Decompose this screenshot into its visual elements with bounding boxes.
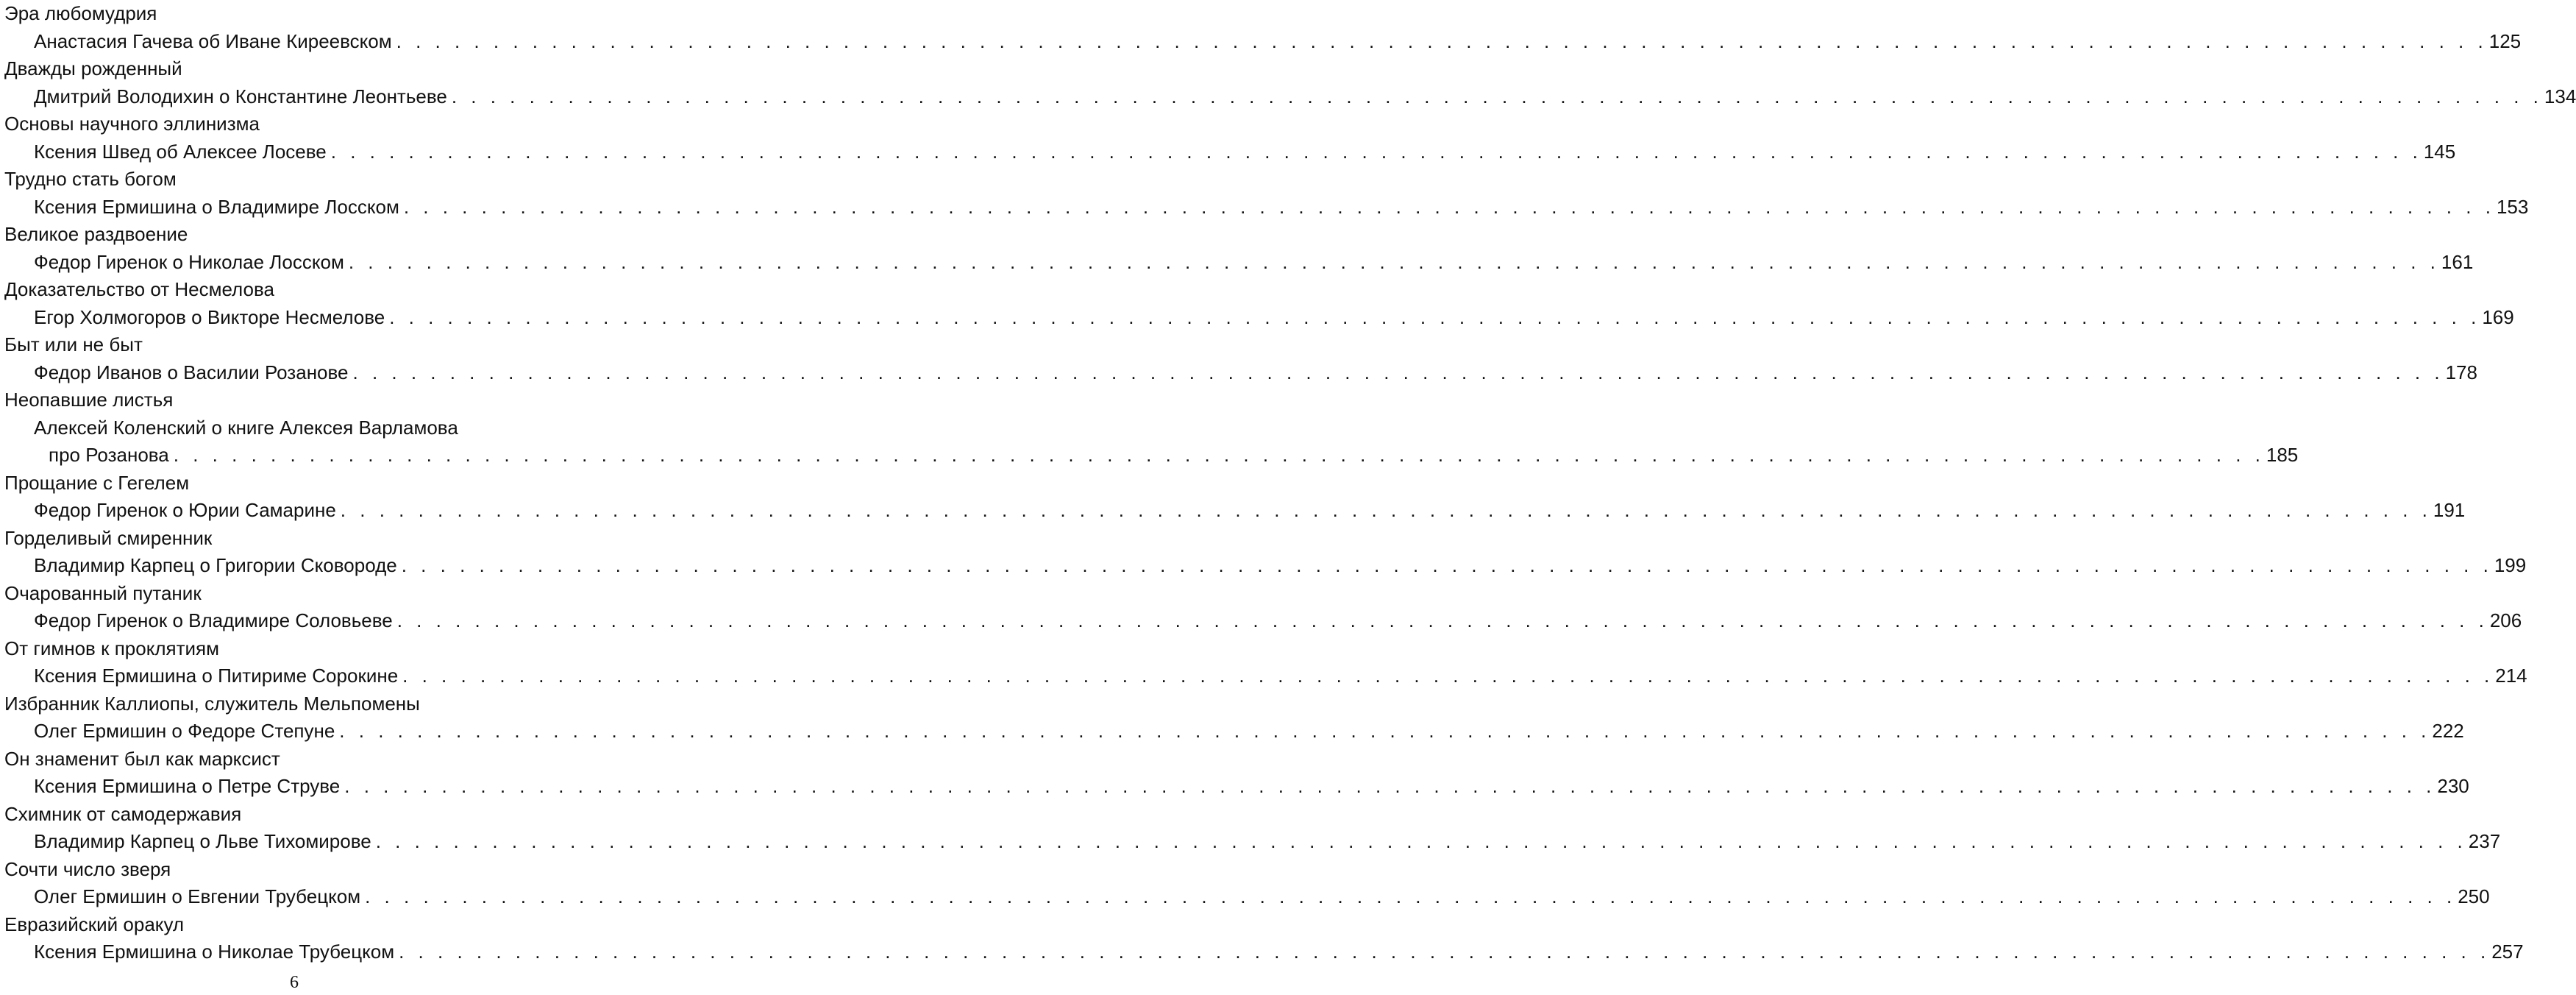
dot-leader: . . . . . . . . . . . . . . . . . . . . . . . . . . . . . . . . . . . . . . . . . . . . . . . . . . . . . . . . . . . . . . . . . . . . . . . . . . . . . . . . . . . . . . . . . . . . . . . . . . . . . . . . . . . . [340,499,2432,521]
toc-entry [4,0,2522,55]
toc-entry-page: 134 [2544,85,2576,107]
toc-entry-title: Схимник от самодержавия [4,802,242,825]
dot-leader: . . . . . . . . . . . . . . . . . . . . . . . . . . . . . . . . . . . . . . . . . . . . . . . . . . . . . . . . . . . . . . . . . . . . . . . . . . . . . . . . . . . . . . . . . . . . . . . . . . . . . . . . . . . . [399,941,2491,963]
dot-leader: . . . . . . . . . . . . . . . . . . . . . . . . . . . . . . . . . . . . . . . . . . . . . . . . . . . . . . . . . . . . . . . . . . . . . . . . . . . . . . . . . . . . . . . . . . . . . . . . . . . . . . . . . . . . [365,885,2457,907]
toc-entry-author-line [4,662,2527,690]
toc-entry-author: Алексей Коленский о книге Алексея Варламова [34,416,458,439]
toc-entry [4,801,2501,856]
leader-row [34,28,2522,56]
toc-entry-title: Сочти число зверя [4,857,171,880]
toc-entry [4,331,2477,386]
toc-entry-author: про Розанова [49,444,169,466]
toc-entry-author: Владимир Карпец о Льве Тихомирове [34,830,371,852]
toc-entry-author: Олег Ермишин о Федоре Степуне [34,720,335,742]
toc-entry-page: 185 [2266,444,2299,466]
toc-entry [4,55,2576,110]
toc-entry [4,580,2522,635]
toc-entry-author-line [4,718,2464,746]
toc-entry [4,166,2529,221]
toc-entry [4,690,2464,746]
toc-entry-author: Дмитрий Володихин о Константине Леонтьеве [34,85,447,107]
toc-entry-title: Эра любомудрия [4,2,157,24]
toc-entry [4,911,2524,966]
leader-row [34,194,2529,222]
toc-entry-author: Ксения Ермишина о Владимире Лосском [34,195,399,218]
toc-entry-author: Олег Ермишин о Евгении Трубецком [34,885,361,907]
toc-entry-author: Федор Гиренок о Юрии Самарине [34,499,336,521]
toc-entry-author-line [4,497,2466,525]
toc-entry [4,856,2490,911]
dot-leader: . . . . . . . . . . . . . . . . . . . . . . . . . . . . . . . . . . . . . . . . . . . . . . . . . . . . . . . . . . . . . . . . . . . . . . . . . . . . . . . . . . . . . . . . . . . . . . . . . . . . . . . . . . . . [348,250,2440,273]
toc-entry-title: Очарованный путаник [4,581,202,604]
toc-entry-title: Великое раздвоение [4,223,188,245]
dot-leader: . . . . . . . . . . . . . . . . . . . . . . . . . . . . . . . . . . . . . . . . . . . . . . . . . . . . . . . . . . . . . . . . . . . . . . . . . . . . . . . . . . . . . . . . . . . . . . . . . . . . . . . . . . . . [401,554,2493,576]
dot-leader: . . . . . . . . . . . . . . . . . . . . . . . . . . . . . . . . . . . . . . . . . . . . . . . . . . . . . . . . . . . . . . . . . . . . . . . . . . . . . . . . . . . . . . . . . . . . . . . . . . . . . . . . . . . . [396,29,2488,52]
toc-entry-title: Основы научного эллинизма [4,113,260,135]
toc-entry [4,525,2527,580]
toc-entry [4,746,2469,801]
toc-entry-title: От гимнов к проклятиям [4,637,219,659]
toc-entry-author: Федор Гиренок о Владимире Соловьеве [34,609,393,631]
dot-leader: . . . . . . . . . . . . . . . . . . . . . . . . . . . . . . . . . . . . . . . . . . . . . . . . . . . . . . . . . . . . . . . . . . . . . . . . . . . . . . . . . . . . . . . . . . . . . . . . . . . . . . . . . . . . [396,609,2488,631]
leader-row [34,359,2477,387]
dot-leader: . . . . . . . . . . . . . . . . . . . . . . . . . . . . . . . . . . . . . . . . . . . . . . . . . . . . . . . . . . . . . . . . . . . . . . . . . . . . . . . . . . . . . . . . . . . . . . . . . . . . . . . . . . . . [402,665,2494,687]
toc-entry-author-line [4,552,2527,580]
toc-entry-author-line [4,828,2501,856]
toc-entry-author: Федор Гиренок о Николае Лосском [34,250,344,273]
page-number: 6 [290,973,299,992]
toc-entry-page: 125 [2488,29,2522,52]
toc-entry-title: Доказательство от Несмелова [4,278,274,300]
toc-entry-author-line [4,138,2456,166]
toc-entry-author-line [4,28,2522,56]
toc-entry-title: Он знаменит был как марксист [4,747,280,770]
dot-leader: . . . . . . . . . . . . . . . . . . . . . . . . . . . . . . . . . . . . . . . . . . . . . . . . . . . . . . . . . . . . . . . . . . . . . . . . . . . . . . . . . . . . . . . . . . . . . . . . . . . . . . . . . . . . [403,195,2495,218]
toc-entry-author: Егор Холмогоров о Викторе Несмелове [34,305,385,328]
toc-entry-author-line [4,304,2514,332]
toc-entry-author: Ксения Ермишина о Петре Струве [34,775,341,797]
toc-entry-title: Трудно стать богом [4,168,177,190]
toc-entry-page: 153 [2496,195,2529,218]
dot-leader: . . . . . . . . . . . . . . . . . . . . . . . . . . . . . . . . . . . . . . . . . . . . . . . . . . . . . . . . . . . . . . . . . . . . . . . . . . . . . . . . . . . . . . . . . . . . . . . . . . . . . . . . . . . . [389,305,2481,328]
toc-entry-page: 191 [2433,499,2466,521]
toc-entry-page: 237 [2468,830,2501,852]
toc-entry-page: 178 [2445,361,2477,383]
toc-entry-page: 250 [2458,885,2490,907]
toc-entry-page: 199 [2494,554,2527,576]
leader-row [34,138,2456,166]
toc-entry-page: 214 [2495,665,2527,687]
toc-entry-author-line [4,194,2529,222]
toc-entry-author: Ксения Ермишина о Питириме Сорокине [34,665,399,687]
toc-entry [4,221,2474,276]
toc-entry [4,386,2299,470]
toc-entry-author-line [4,249,2474,277]
toc-entry-author: Анастасия Гачева об Иване Киреевском [34,29,392,52]
dot-leader: . . . . . . . . . . . . . . . . . . . . . . . . . . . . . . . . . . . . . . . . . . . . . . . . . . . . . . . . . . . . . . . . . . . . . . . . . . . . . . . . . . . . . . . . . . . . . . . . . . . . . . . . . . . . [344,775,2436,797]
toc-entry-author-line [4,359,2477,387]
toc-entry [4,110,2456,166]
toc-entry-author-line [4,938,2524,966]
leader-row [34,249,2474,277]
toc-entry-author-line [4,83,2576,111]
toc-entry-author: Ксения Ермишина о Николае Трубецком [34,941,395,963]
toc-entry-page: 222 [2432,720,2464,742]
toc-entry-author-line [4,773,2469,801]
toc-entry-title: Прощание с Гегелем [4,471,190,494]
leader-row [34,497,2466,525]
toc-entry [4,276,2514,331]
dot-leader: . . . . . . . . . . . . . . . . . . . . . . . . . . . . . . . . . . . . . . . . . . . . . . . . . . . . . . . . . . . . . . . . . . . . . . . . . . . . . . . . . . . . . . . . . . . . . . . . . . . . . . . . . . . . [375,830,2467,852]
toc-entry-page: 145 [2423,140,2456,163]
leader-row [34,83,2576,111]
leader-row [49,442,2299,470]
leader-row [34,883,2490,911]
dot-leader: . . . . . . . . . . . . . . . . . . . . . . . . . . . . . . . . . . . . . . . . . . . . . . . . . . . . . . . . . . . . . . . . . . . . . . . . . . . . . . . . . . . . . . . . . . . . . . . . . . . . . . . . . . . . [330,140,2422,163]
table-of-contents [4,0,2576,966]
toc-entry-author: Ксения Швед об Алексее Лосеве [34,140,327,163]
toc-entry-title: Дважды рожденный [4,57,182,79]
toc-entry-page: 206 [2489,609,2522,631]
dot-leader: . . . . . . . . . . . . . . . . . . . . . . . . . . . . . . . . . . . . . . . . . . . . . . . . . . . . . . . . . . . . . . . . . . . . . . . . . . . . . . . . . . . . . . . . . . . . . . . . . . . . . . . . . . . . [352,361,2444,383]
dot-leader: . . . . . . . . . . . . . . . . . . . . . . . . . . . . . . . . . . . . . . . . . . . . . . . . . . . . . . . . . . . . . . . . . . . . . . . . . . . . . . . . . . . . . . . . . . . . . . . . . . . . . . . . . . . . [339,720,2431,742]
toc-entry-title: Евразийский оракул [4,913,185,935]
toc-entry-page: 161 [2441,250,2474,273]
toc-entry-title: Быт или не быт [4,333,143,355]
leader-row [34,718,2464,746]
leader-row [34,828,2501,856]
leader-row [34,304,2514,332]
toc-entry-page: 257 [2491,941,2524,963]
toc-entry-author-line [4,442,2299,470]
toc-entry-title: Горделивый смиренник [4,526,213,549]
dot-leader: . . . . . . . . . . . . . . . . . . . . . . . . . . . . . . . . . . . . . . . . . . . . . . . . . . . . . . . . . . . . . . . . . . . . . . . . . . . . . . . . . . . . . . . . . . . . . . . . . . . . . . . . . . . . [173,444,2265,466]
toc-entry-author: Федор Иванов о Василии Розанове [34,361,349,383]
toc-entry [4,635,2527,690]
toc-entry-author: Владимир Карпец о Григории Сковороде [34,554,397,576]
toc-entry-page: 169 [2482,305,2514,328]
toc-entry-author-line [4,607,2522,635]
toc-entry [4,470,2466,525]
toc-entry-page: 230 [2437,775,2469,797]
toc-entry-author-line [4,883,2490,911]
toc-entry-author-line-wrapped [4,414,584,442]
leader-row [34,773,2469,801]
dot-leader: . . . . . . . . . . . . . . . . . . . . . . . . . . . . . . . . . . . . . . . . . . . . . . . . . . . . . . . . . . . . . . . . . . . . . . . . . . . . . . . . . . . . . . . . . . . . . . . . . . . . . . . . . . . . [451,85,2543,107]
leader-row [34,662,2527,690]
leader-row [34,938,2524,966]
toc-entry-title: Избранник Каллиопы, служитель Мельпомены [4,692,420,715]
toc-entry-title: Неопавшие листья [4,389,174,411]
leader-row [34,607,2522,635]
leader-row [34,552,2527,580]
